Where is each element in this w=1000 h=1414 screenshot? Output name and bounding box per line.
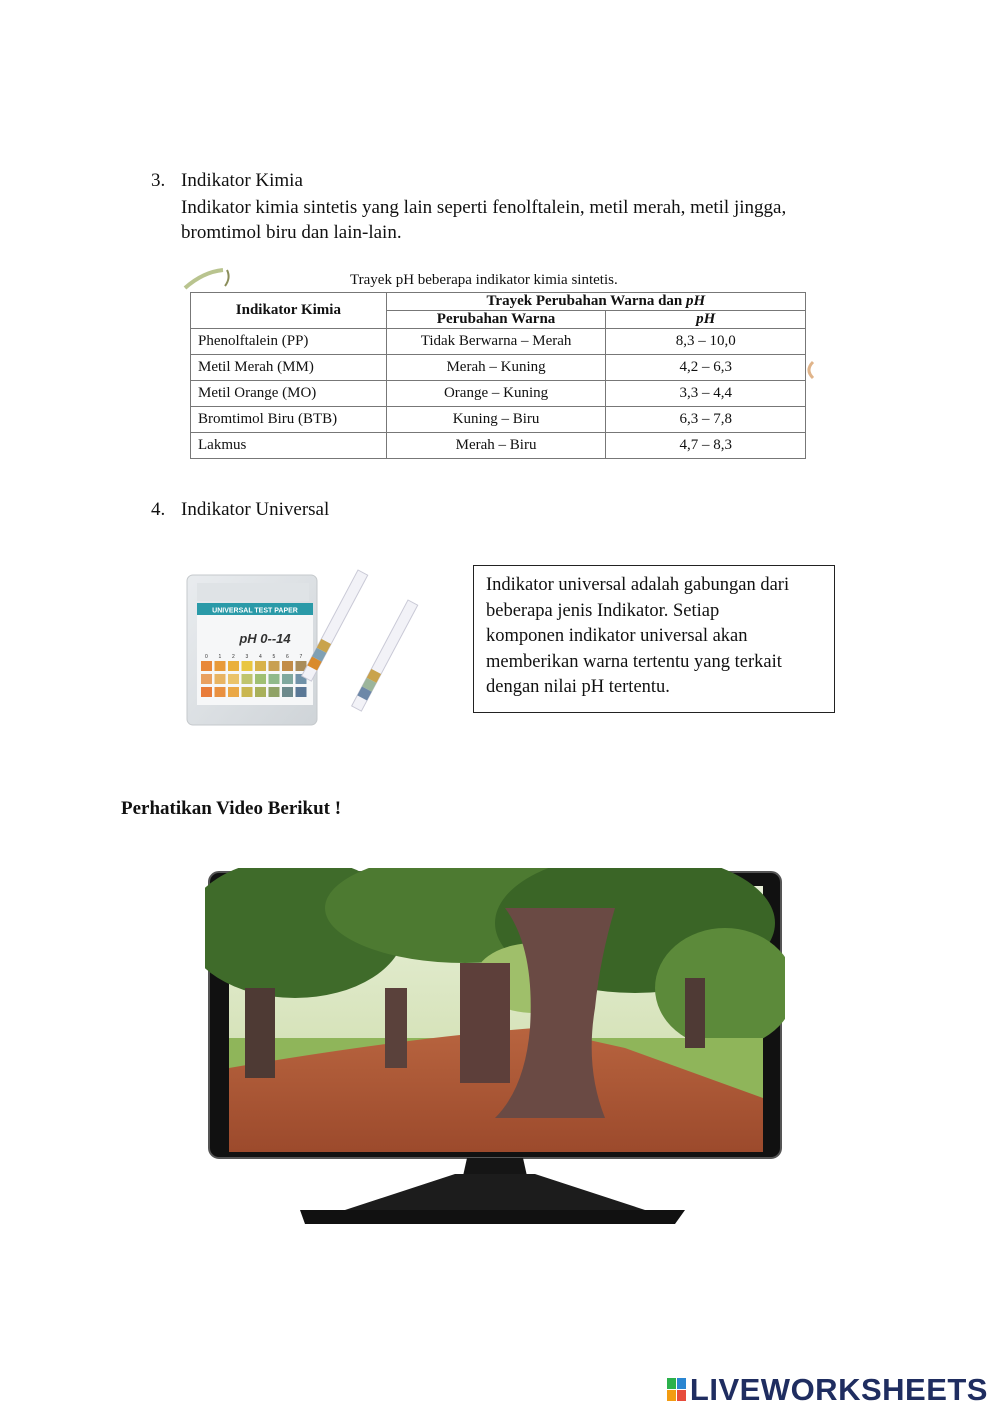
description-line2: beberapa jenis Indikator. Setiap: [486, 600, 720, 621]
color-swatch: [269, 661, 280, 671]
color-swatch: [215, 674, 226, 684]
cell-ph: 6,3 – 7,8: [606, 407, 806, 433]
leaf-fragment-icon: [805, 360, 815, 380]
header-trayek-group: Trayek Perubahan Warna dan pH: [386, 293, 805, 311]
scale-label: 3: [245, 654, 249, 660]
ph-indicator-table: [190, 292, 806, 459]
header-ph: pH: [606, 311, 806, 329]
live-logo-icon: [666, 1377, 688, 1403]
leaf-decoration-icon: [183, 266, 243, 292]
color-swatch: [255, 661, 266, 671]
section-3-text-line2: bromtimol biru dan lain-lain.: [181, 222, 402, 243]
section-3-text-line1: Indikator kimia sintetis yang lain seperti fenolftalein, metil merah, metil jingga,: [181, 197, 787, 218]
table-row: [191, 355, 806, 381]
cell-indicator: Phenolftalein (PP): [191, 329, 387, 355]
cell-indicator: Bromtimol Biru (BTB): [191, 407, 387, 433]
color-swatch: [269, 674, 280, 684]
section-3-number: 3.: [151, 170, 166, 191]
color-swatch: [215, 661, 226, 671]
table-row: [191, 329, 806, 355]
cell-change: Orange – Kuning: [386, 381, 606, 407]
cell-indicator: Lakmus: [191, 433, 387, 459]
liveworksheets-logo: [666, 1372, 988, 1408]
color-swatch: [242, 687, 253, 697]
color-swatch: [282, 687, 293, 697]
color-swatch: [269, 687, 280, 697]
color-swatch: [242, 674, 253, 684]
color-swatch: [282, 661, 293, 671]
cell-ph: 8,3 – 10,0: [606, 329, 806, 355]
scale-label: 4: [259, 654, 262, 660]
cell-indicator: Metil Merah (MM): [191, 355, 387, 381]
scale-label: 6: [286, 654, 289, 660]
header-indikator-kimia: Indikator Kimia: [191, 293, 387, 329]
universal-indicator-description: [473, 565, 835, 713]
section-4-number: 4.: [151, 499, 166, 520]
brand-text: LIVEWORKSHEETS: [689, 1372, 988, 1407]
color-swatch: [296, 687, 307, 697]
video-player[interactable]: [205, 868, 785, 1230]
cell-change: Kuning – Biru: [386, 407, 606, 433]
cell-indicator: Metil Orange (MO): [191, 381, 387, 407]
color-swatch: [242, 661, 253, 671]
color-swatch: [255, 674, 266, 684]
color-swatch: [255, 687, 266, 697]
paper-label: UNIVERSAL TEST PAPER: [212, 607, 298, 615]
universal-ph-paper-image: [183, 565, 433, 730]
scale-label: 2: [232, 654, 235, 660]
color-swatch: [228, 674, 239, 684]
table-row: [191, 407, 806, 433]
cell-ph: 4,2 – 6,3: [606, 355, 806, 381]
description-line3: komponen indikator universal akan: [486, 626, 748, 646]
section-3-title: Indikator Kimia: [181, 170, 303, 191]
cell-ph: 3,3 – 4,4: [606, 381, 806, 407]
color-swatch: [201, 661, 212, 671]
table-caption: Trayek pH beberapa indikator kimia sintetis.: [350, 272, 618, 288]
color-swatch: [201, 674, 212, 684]
paper-range: pH 0--14: [239, 631, 291, 646]
description-line4: memberikan warna tertentu yang terkait: [486, 651, 782, 672]
cell-ph: 4,7 – 8,3: [606, 433, 806, 459]
scale-label: 1: [218, 654, 222, 660]
color-swatch: [282, 674, 293, 684]
section-4-title: Indikator Universal: [181, 499, 330, 520]
table-row: [191, 433, 806, 459]
color-swatch: [215, 687, 226, 697]
description-line1: Indikator universal adalah gabungan dari: [486, 575, 790, 595]
header-perubahan-warna: Perubahan Warna: [386, 311, 606, 329]
scale-label: 5: [272, 654, 276, 660]
cell-change: Merah – Kuning: [386, 355, 606, 381]
color-swatch: [201, 687, 212, 697]
scale-label: 7: [299, 654, 303, 660]
table-row: [191, 381, 806, 407]
description-line5: dengan nilai pH tertentu.: [486, 677, 670, 697]
video-heading: Perhatikan Video Berikut !: [121, 798, 342, 819]
color-swatch: [228, 687, 239, 697]
color-swatch: [228, 661, 239, 671]
cell-change: Tidak Berwarna – Merah: [386, 329, 606, 355]
cell-change: Merah – Biru: [386, 433, 606, 459]
scale-label: 0: [205, 654, 208, 660]
